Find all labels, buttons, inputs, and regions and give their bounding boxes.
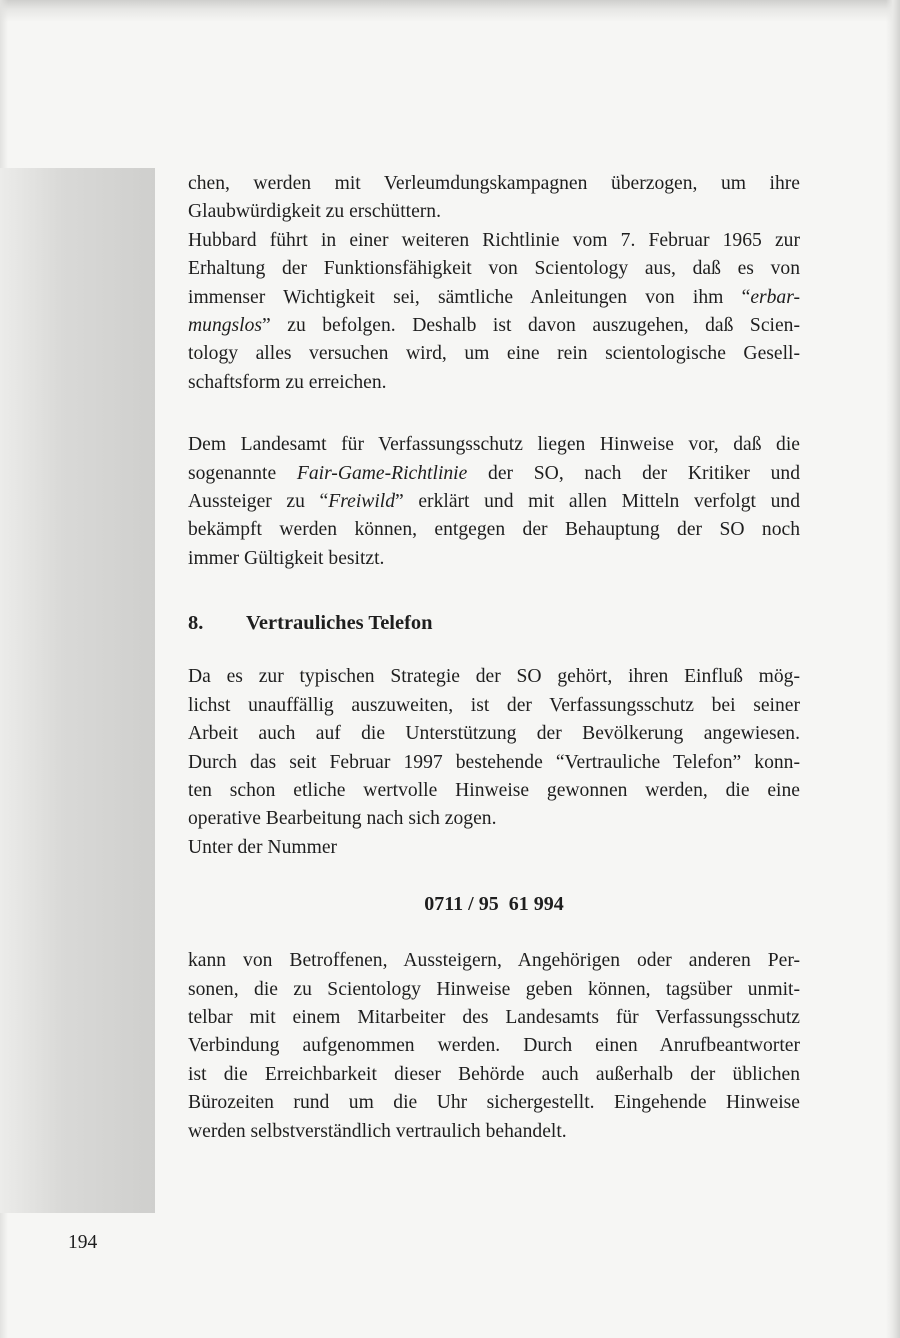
text-column	[188, 170, 800, 1146]
text-line: Unter der Nummer	[188, 836, 338, 858]
emphasis-text: Fair-Game-Richtlinie	[296, 462, 468, 484]
text-line: Bürozeiten rund um die Uhr sichergestellt. Eingehende Hinweise	[188, 1092, 800, 1114]
emphasis-text: Freiwild	[328, 491, 396, 513]
paragraph-gap	[188, 862, 800, 890]
text-segment: ” zu befolgen. Deshalb ist davon auszugehen, daß Scien-	[262, 315, 800, 337]
page-number: 194	[68, 1232, 98, 1253]
text-line: tology alles versuchen wird, um eine rein scientologische Gesell-	[188, 343, 800, 365]
text-line: immer Gültigkeit besitzt.	[188, 547, 385, 569]
text-line: Dem Landesamt für Verfassungsschutz liegen Hinweise vor, daß die	[188, 434, 800, 456]
text-line: Durch das seit Februar 1997 bestehende “Vertrauliche Telefon” konn-	[188, 751, 800, 773]
text-line: telbar mit einem Mitarbeiter des Landesamts für Verfassungsschutz	[188, 1006, 800, 1028]
text-segment: immenser Wichtigkeit sei, sämtliche Anleitungen von ihm “	[188, 286, 751, 308]
scan-shadow-top	[0, 0, 900, 22]
paragraph-gap	[188, 637, 800, 663]
text-line: chen, werden mit Verleumdungskampagnen überzogen, um ihre	[188, 173, 800, 194]
text-line: Erhaltung der Funktionsfähigkeit von Scientology aus, daß es von	[188, 258, 800, 280]
text-line: ten schon etliche wertvolle Hinweise gewonnen werden, die eine	[188, 779, 800, 801]
paragraph-hubbard-directive	[188, 227, 800, 397]
text-line: ist die Erreichbarkeit dieser Behörde auch außerhalb der üblichen	[188, 1063, 800, 1085]
text-line: bekämpft werden können, entgegen der Behauptung der SO noch	[188, 519, 800, 541]
text-line	[188, 284, 800, 312]
text-line	[188, 488, 800, 516]
text-line: Glaubwürdigkeit zu erschüttern.	[188, 201, 442, 223]
section-number: 8.	[188, 612, 204, 635]
paragraph-fair-game	[188, 431, 800, 573]
paragraph-confidential-phone	[188, 663, 800, 862]
phone-number: 0711 / 95 61 994	[424, 893, 564, 916]
text-line	[188, 460, 800, 488]
text-line: werden selbstverständlich vertraulich behandelt.	[188, 1120, 567, 1142]
paragraph-contact-info	[188, 947, 800, 1146]
paragraph-gap	[188, 918, 800, 947]
paragraph-gap	[188, 397, 800, 431]
text-line: lichst unauffällig auszuweiten, ist der Verfassungsschutz bei seiner	[188, 694, 800, 716]
paragraph-continuation	[188, 170, 800, 227]
section-title: Vertrauliches Telefon	[246, 612, 433, 635]
text-line: schaftsform zu erreichen.	[188, 371, 387, 393]
emphasis-text: mungslos	[188, 315, 263, 337]
text-line: kann von Betroffenen, Aussteigern, Angehörigen oder anderen Per-	[188, 950, 800, 972]
text-segment: Aussteiger zu “	[188, 491, 329, 513]
text-line: Hubbard führt in einer weiteren Richtlinie vom 7. Februar 1965 zur	[188, 229, 800, 251]
text-line: Da es zur typischen Strategie der SO gehört, ihren Einfluß mög-	[188, 666, 800, 688]
text-segment: sogenannte	[188, 462, 297, 484]
emphasis-text: erbar-	[750, 286, 800, 308]
text-line: Verbindung aufgenommen werden. Durch einen Anrufbeantworter	[188, 1035, 800, 1057]
paragraph-gap	[188, 573, 800, 609]
text-segment: der SO, nach der Kritiker und	[467, 462, 800, 484]
text-line: operative Bearbeitung nach sich zogen.	[188, 808, 497, 830]
margin-gray-band	[0, 168, 155, 1213]
text-line: sonen, die zu Scientology Hinweise geben können, tagsüber unmit-	[188, 978, 800, 1000]
text-line	[188, 312, 800, 340]
section-heading	[188, 609, 800, 637]
text-segment: ” erklärt und mit allen Mitteln verfolgt und	[395, 491, 800, 513]
text-line: Arbeit auch auf die Unterstützung der Bevölkerung angewiesen.	[188, 723, 800, 745]
scan-shadow-right	[886, 0, 900, 1338]
